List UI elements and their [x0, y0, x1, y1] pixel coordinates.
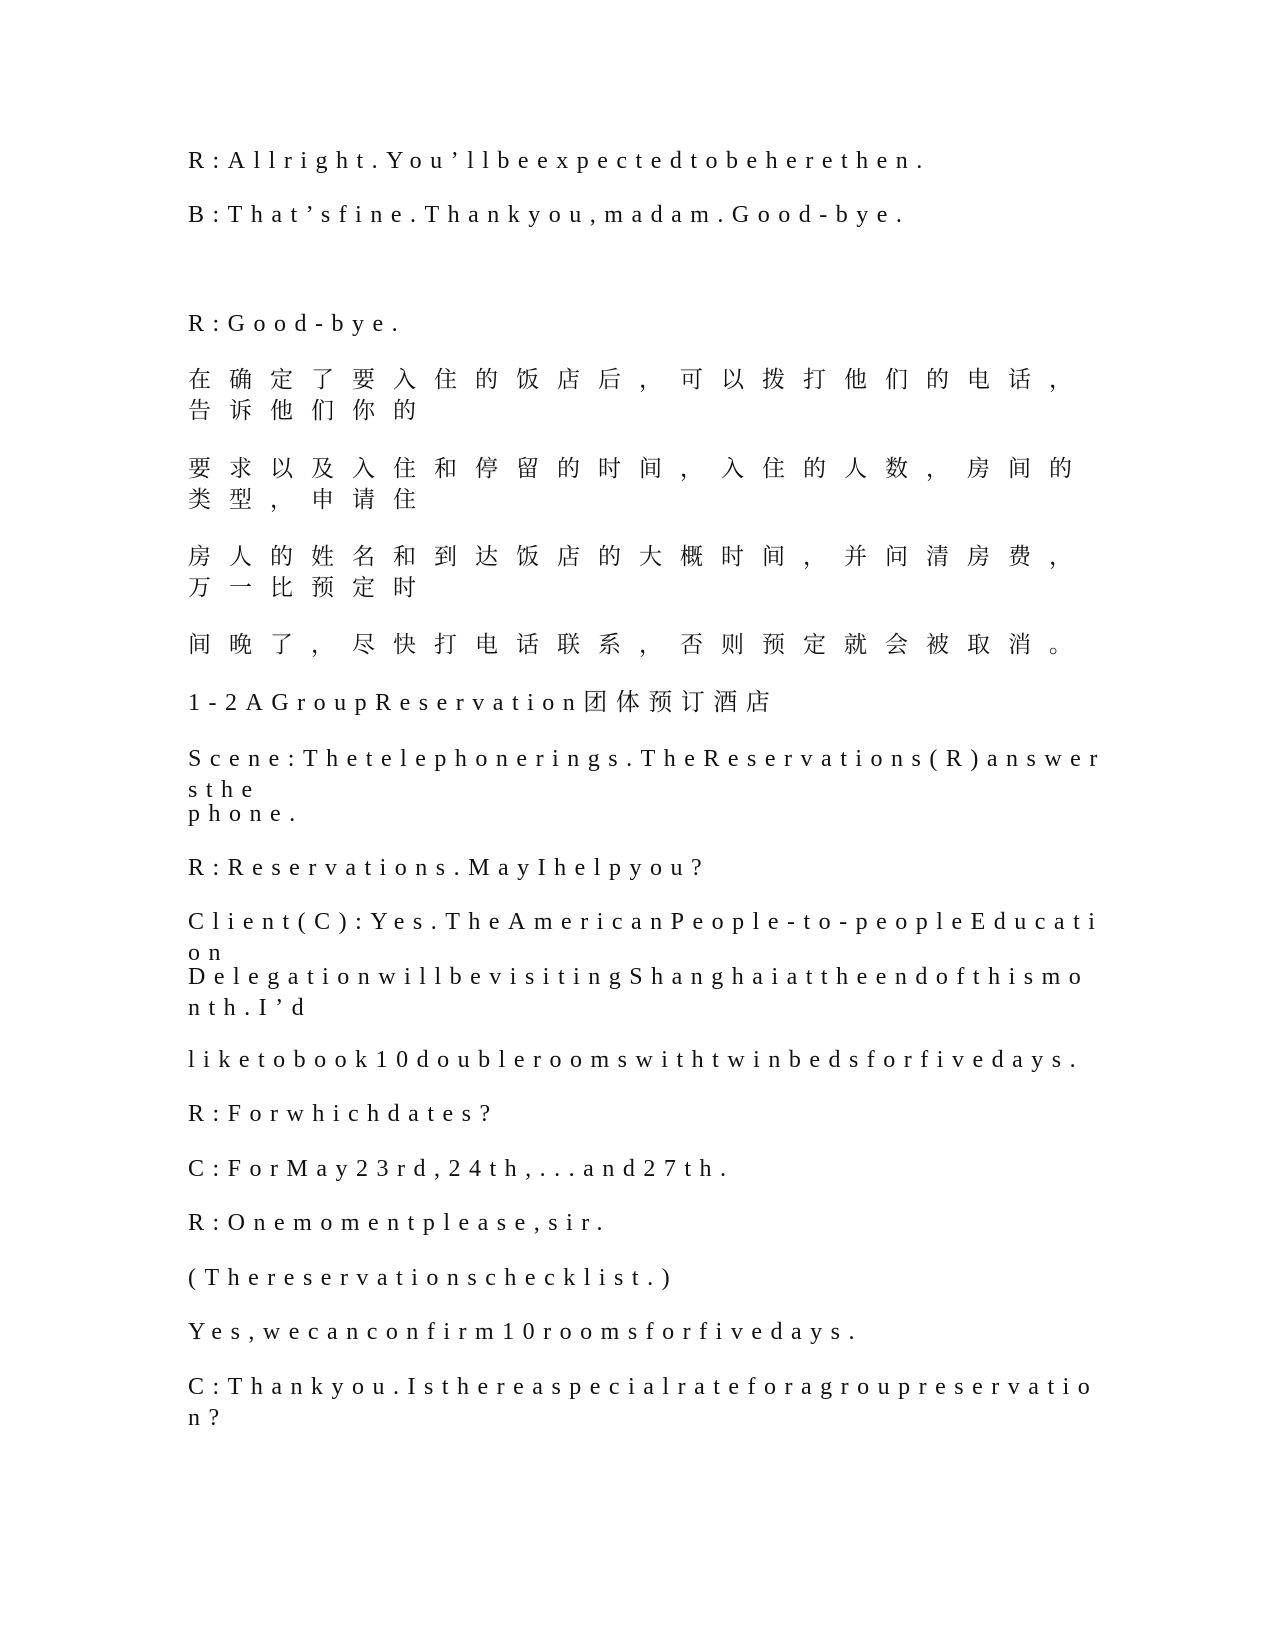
dialogue-line: R:Good-bye.	[188, 311, 407, 337]
section-heading: 1-2AGroupReservation团体预订酒店	[188, 690, 779, 716]
dialogue-line: Client(C):Yes.TheAmericanPeople-to-peopleEducation	[188, 909, 1104, 966]
chinese-paragraph-line: 在确定了要入住的饭店后，可以拨打他们的电话，告诉他们你的	[188, 367, 1090, 424]
chinese-paragraph-line: 房人的姓名和到达饭店的大概时间，并问清房费，万一比预定时	[188, 544, 1090, 601]
dialogue-line: R:Allright.You’llbeexpectedtobeherethen.	[188, 148, 931, 174]
dialogue-line: C:Thankyou.Isthereaspecialrateforagroupreservation?	[188, 1374, 1099, 1431]
dialogue-line: C:ForMay23rd,24th,...and27th.	[188, 1156, 735, 1182]
dialogue-line: liketobook10doubleroomswithtwinbedsforfivedays.	[188, 1047, 1085, 1073]
chinese-paragraph-line: 要求以及入住和停留的时间，入住的人数，房间的类型，申请住	[188, 456, 1090, 513]
dialogue-line: phone.	[188, 801, 304, 827]
dialogue-line: Scene:Thetelephonerings.TheReservations(R)answersthe	[188, 746, 1106, 803]
dialogue-line: (Thereservationschecklist.)	[188, 1265, 679, 1291]
chinese-paragraph-line: 间晚了，尽快打电话联系，否则预定就会被取消。	[188, 632, 1090, 658]
dialogue-line: R:Forwhichdates?	[188, 1101, 499, 1127]
dialogue-line: R:Reservations.MayIhelpyou?	[188, 855, 711, 881]
dialogue-line: DelegationwillbevisitingShanghaiattheendofthismonth.I’d	[188, 964, 1090, 1021]
dialogue-line: Yes,wecanconfirm10roomsforfivedays.	[188, 1319, 863, 1345]
dialogue-line: R:Onemomentplease,sir.	[188, 1210, 611, 1236]
dialogue-line: B:That’sfine.Thankyou,madam.Good-bye.	[188, 202, 911, 228]
